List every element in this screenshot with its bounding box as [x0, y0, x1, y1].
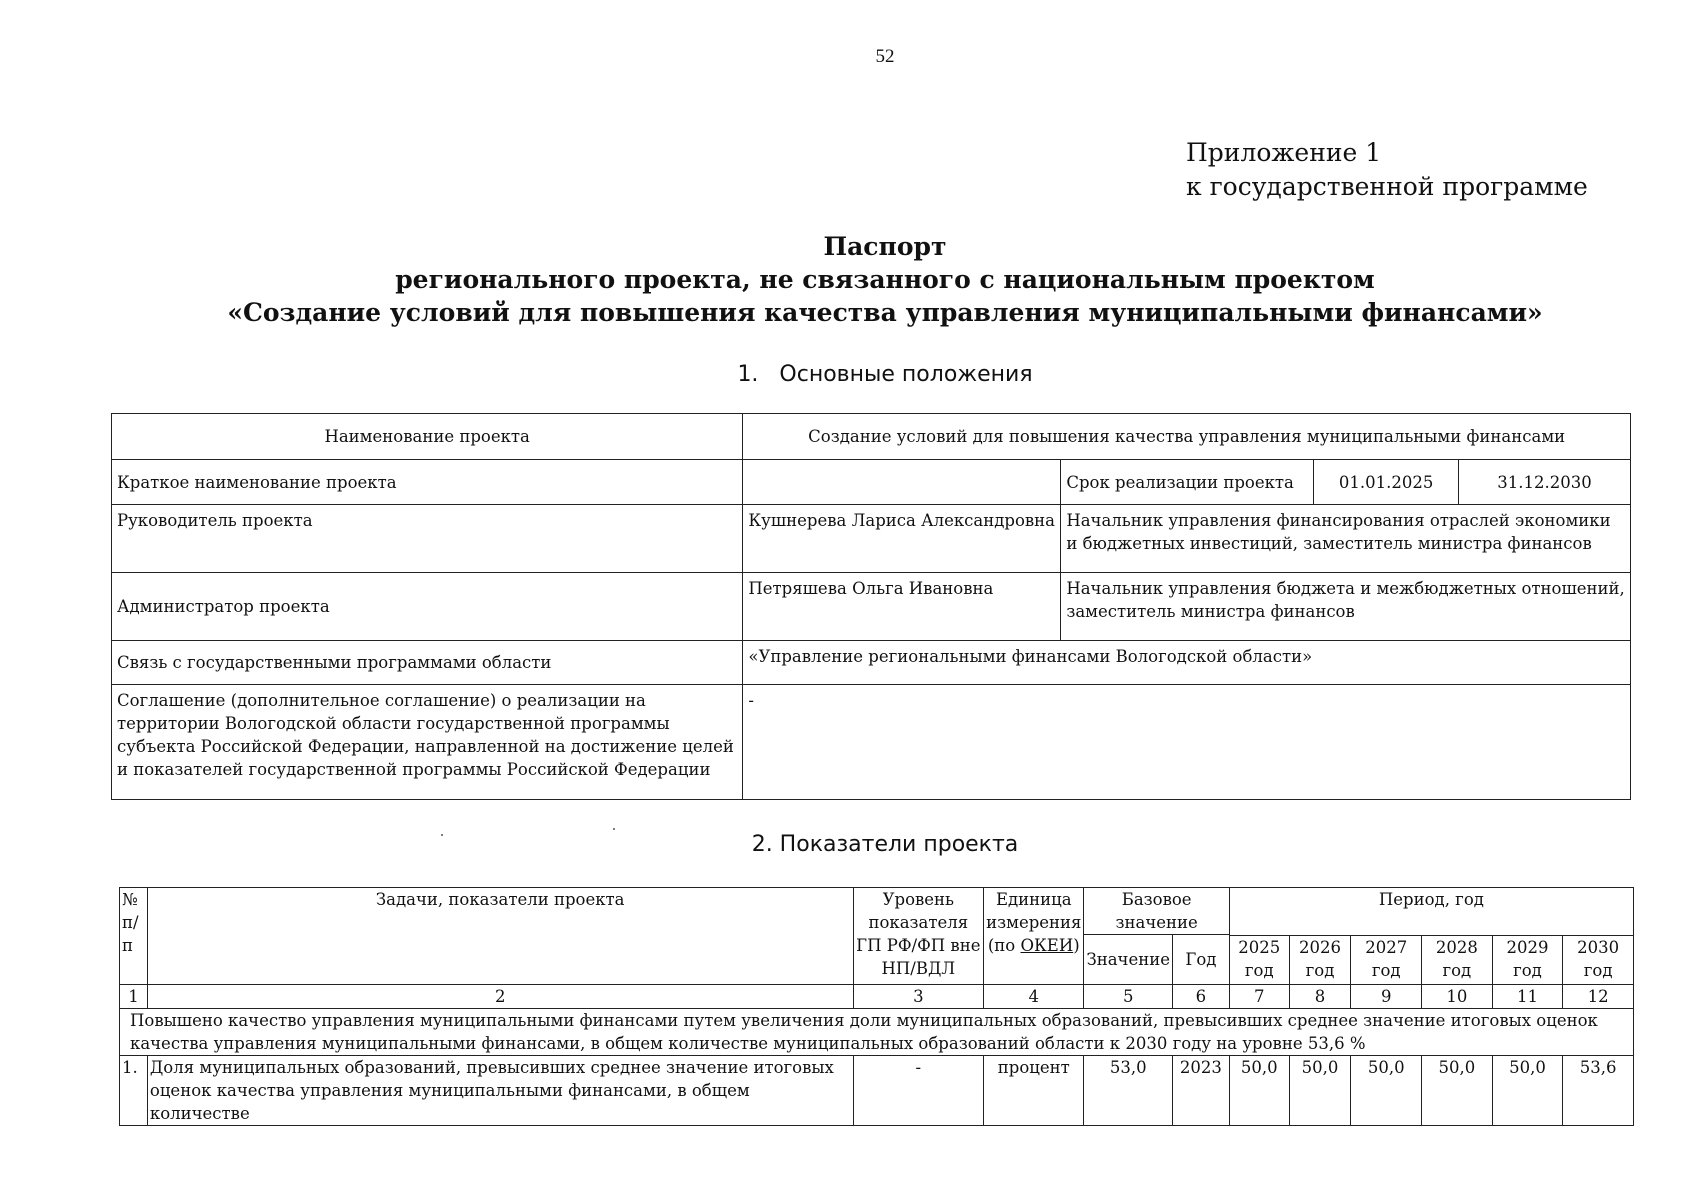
document-title	[0, 230, 1697, 329]
appendix-line-1: Приложение 1	[1186, 138, 1382, 167]
col-num: 2	[147, 984, 853, 1008]
title-line-1: Паспорт	[823, 232, 947, 261]
col-num: 11	[1492, 984, 1563, 1008]
term-end: 31.12.2030	[1459, 460, 1631, 505]
header-base: Базовое значение	[1084, 888, 1229, 935]
project-name-value: Создание условий для повышения качества управления муниципальными финансами	[743, 414, 1631, 460]
page-number: 52	[875, 46, 895, 67]
appendix-line-2: к государственной программе	[1186, 172, 1588, 201]
unit-prefix: Единица измерения (по	[986, 890, 1082, 955]
head-position: Начальник управления финансирования отраслей экономики и бюджетных инвестиций, заместитель министра финансов	[1061, 505, 1631, 573]
header-base-value: Значение	[1084, 935, 1173, 985]
title-line-2: регионального проекта, не связанного с национальным проектом	[395, 265, 1375, 294]
table-row	[120, 1055, 1634, 1125]
admin-label: Администратор проекта	[112, 573, 743, 641]
column-numbers-row	[120, 984, 1634, 1008]
col-num: 4	[984, 984, 1084, 1008]
row-base-value: 53,0	[1084, 1055, 1173, 1125]
main-provisions-table	[111, 413, 1631, 800]
header-year-2030: 2030 год	[1563, 935, 1634, 984]
admin-position: Начальник управления бюджета и межбюджетных отношений, заместитель министра финансов	[1061, 573, 1631, 641]
row-value-2029: 50,0	[1492, 1055, 1563, 1125]
col-num: 9	[1351, 984, 1422, 1008]
header-base-year: Год	[1173, 935, 1230, 985]
admin-name: Петряшева Ольга Ивановна	[743, 573, 1061, 641]
header-year-2028: 2028 год	[1422, 935, 1493, 984]
head-name: Кушнерева Лариса Александровна	[743, 505, 1061, 573]
unit-suffix: )	[1073, 936, 1080, 955]
head-label: Руководитель проекта	[112, 505, 743, 573]
appendix-note	[1186, 136, 1588, 204]
row-num: 1.	[120, 1055, 148, 1125]
programs-link-value: «Управление региональными финансами Вологодской области»	[743, 641, 1631, 685]
header-year-2027: 2027 год	[1351, 935, 1422, 984]
indicators-table	[119, 887, 1634, 1126]
row-name: Доля муниципальных образований, превысивших среднее значение итоговых оценок качества управления муниципальными финансами, в общем количестве	[147, 1055, 853, 1125]
short-name-value	[743, 460, 1061, 505]
header-unit	[984, 888, 1084, 985]
col-num: 12	[1563, 984, 1634, 1008]
row-value-2028: 50,0	[1422, 1055, 1493, 1125]
col-num: 10	[1422, 984, 1493, 1008]
col-num: 1	[120, 984, 148, 1008]
scan-speck	[613, 828, 615, 830]
programs-link-label: Связь с государственными программами области	[112, 641, 743, 685]
row-unit: процент	[984, 1055, 1084, 1125]
header-year-2025: 2025 год	[1229, 935, 1289, 984]
col-num: 8	[1289, 984, 1351, 1008]
agreement-value: -	[743, 685, 1631, 800]
scan-speck	[441, 834, 443, 836]
short-name-label: Краткое наименование проекта	[112, 460, 743, 505]
header-year-2026: 2026 год	[1289, 935, 1351, 984]
row-level: -	[853, 1055, 984, 1125]
row-value-2025: 50,0	[1229, 1055, 1289, 1125]
term-label: Срок реализации проекта	[1061, 460, 1314, 505]
col-num: 7	[1229, 984, 1289, 1008]
okei-link[interactable]: ОКЕИ	[1020, 936, 1074, 955]
term-start: 01.01.2025	[1314, 460, 1459, 505]
header-tasks: Задачи, показатели проекта	[147, 888, 853, 985]
agreement-label: Соглашение (дополнительное соглашение) о реализации на территории Вологодской области государственной программы субъекта Российской Федерации, направленной на достижение целей и показателей государственной программы Российской Федерации	[112, 685, 743, 800]
section-1-heading: 1. Основные положения	[737, 362, 1033, 387]
header-num: № п/п	[120, 888, 148, 985]
row-base-year: 2023	[1173, 1055, 1230, 1125]
row-value-2026: 50,0	[1289, 1055, 1351, 1125]
task-row: Повышено качество управления муниципальными финансами путем увеличения доли муниципальных образований, превысивших среднее значение итоговых оценок качества управления муниципальными финансами, в общем количестве муниципальных образований области к 2030 году на уровне 53,6 %	[120, 1008, 1634, 1055]
header-level: Уровень показателя ГП РФ/ФП вне НП/ВДЛ	[853, 888, 984, 985]
col-num: 5	[1084, 984, 1173, 1008]
header-period: Период, год	[1229, 888, 1633, 935]
project-name-label: Наименование проекта	[112, 414, 743, 460]
row-value-2027: 50,0	[1351, 1055, 1422, 1125]
row-value-2030: 53,6	[1563, 1055, 1634, 1125]
header-year-2029: 2029 год	[1492, 935, 1563, 984]
section-2-heading: 2. Показатели проекта	[751, 832, 1019, 857]
col-num: 6	[1173, 984, 1230, 1008]
col-num: 3	[853, 984, 984, 1008]
title-line-3: «Создание условий для повышения качества управления муниципальными финансами»	[227, 298, 1543, 327]
